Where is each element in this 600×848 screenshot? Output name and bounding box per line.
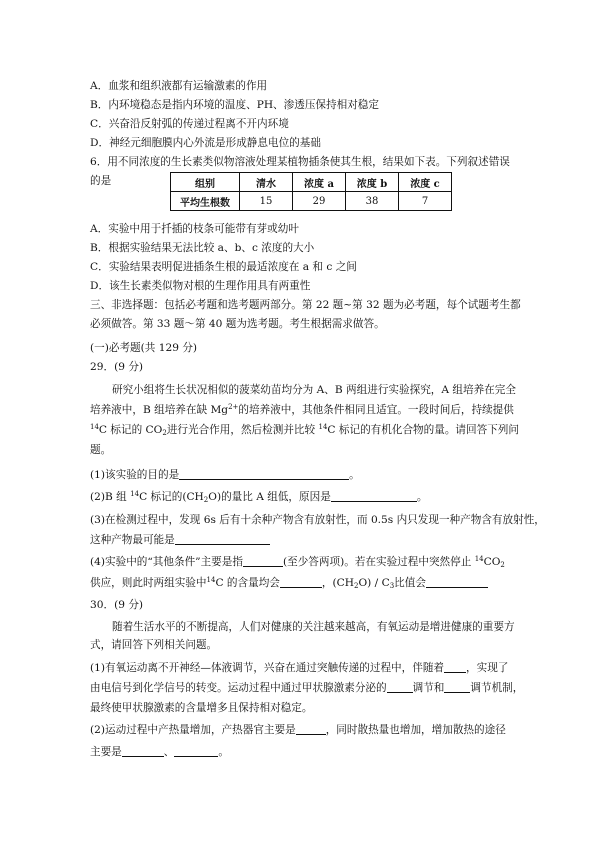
q29-subquestion-4-line-1: (4)实验中的“其他条件”主要是指 (至少答两项)。若在实验过程中突然停止 $^{14}CO_2$ (90, 555, 505, 569)
answer-blank[interactable] (296, 724, 326, 735)
answer-blank[interactable] (243, 556, 283, 567)
q5-option-d: D．神经元细胞膜内心外流是形成静息电位的基础 (90, 137, 321, 149)
q6-option-b: B．根据实验结果无法比较 a、b、c 浓度的大小 (90, 242, 315, 254)
answer-blank[interactable] (280, 577, 322, 588)
table-header-cell: 浓度 c (399, 173, 452, 192)
table-header-cell: 清水 (240, 173, 293, 192)
q6-option-d: D．该生长素类似物对根的生理作用具有两重性 (90, 280, 311, 292)
q5-option-b: B．内环境稳态是指内环境的温度、PH、渗透压保持相对稳定 (90, 99, 379, 111)
q6-stem-line-2: 的是 (90, 175, 112, 187)
q30-subquestion-1-line-3: 最终使甲状腺激素的含量增多且保持相对稳定。 (90, 702, 313, 714)
table-cell: 38 (346, 192, 399, 211)
table-row (171, 173, 452, 192)
answer-blank[interactable] (122, 746, 164, 757)
table-cell: 7 (399, 192, 452, 211)
answer-blank[interactable] (174, 746, 218, 757)
section3-subheading: (一)必考题(共 129 分) (90, 342, 198, 354)
q30-paragraph-line-2: 式，请回答下列相关问题。 (90, 639, 218, 651)
q29-paragraph-line-3: $^{14}$C 标记的 $CO_2$进行光合作用，然后检测并比较 $^{14}$C 标记的有机化合物的量。请回答下列问 (90, 423, 519, 437)
answer-blank[interactable] (444, 662, 466, 673)
table-header-cell: 组别 (171, 173, 240, 192)
q5-option-a: A．血浆和组织液都有运输激素的作用 (90, 80, 268, 92)
q6-option-c: C．实验结果表明促进插条生根的最适浓度在 a 和 c 之间 (90, 261, 357, 273)
table-cell: 15 (240, 192, 293, 211)
q29-paragraph-line-2: 培养液中，B 组培养在缺 $Mg^{2+}$的培养液中，其他条件相同且适宜。一段时间后，持续提供 (90, 403, 514, 416)
q29-subquestion-2: (2)B 组 $^{14}$C 标记的$(CH_2O)$的量比 A 组低，原因是 。 (90, 490, 428, 504)
q30-paragraph-line-1: 随着生活水平的不断提高，人们对健康的关注越来越高，有氧运动是增进健康的重要方 (112, 621, 515, 633)
q30-subquestion-1-line-1: (1)有氧运动离不开神经—体液调节，兴奋在通过突触传递的过程中，伴随着 ，实现了 (90, 662, 509, 674)
answer-blank[interactable] (179, 469, 349, 480)
section3-intro-line-2: 必须做答。第 33 题～第 40 题为选考题。考生根据需求做答。 (90, 318, 385, 330)
q29-paragraph-line-4: 题。 (90, 444, 112, 456)
table-header-cell: 浓度 b (346, 173, 399, 192)
answer-blank[interactable] (444, 682, 470, 693)
answer-blank[interactable] (175, 534, 270, 545)
table-row (171, 192, 452, 211)
q29-heading: 29．(9 分) (90, 361, 144, 373)
q29-subquestion-1: (1)该实验的目的是 。 (90, 469, 360, 481)
answer-blank[interactable] (331, 491, 417, 502)
q29-subquestion-3-line-2: 这种产物最可能是 (90, 533, 270, 547)
q30-heading: 30．(9 分) (90, 599, 144, 611)
answer-blank[interactable] (426, 577, 488, 588)
q6-option-a: A．实验中用于扦插的枝条可能带有芽或幼叶 (90, 223, 299, 235)
q6-stem-line-1: 6．用不同浓度的生长素类似物溶液处理某植物插条使其生根，结果如下表。下列叙述错误 (90, 156, 510, 168)
q30-subquestion-1-line-2: 由电信号到化学信号的转变。运动过程中通过甲状腺激素分泌的 调节和 调节机制， (90, 682, 524, 694)
answer-blank[interactable] (387, 682, 413, 693)
q29-paragraph-line-1: 研究小组将生长状况相似的菠菜幼苗均分为 A、B 两组进行实验探究，A 组培养在完全 (112, 384, 516, 396)
q29-subquestion-3-line-1: (3)在检测过程中，发现 6s 后有十余种产物含有放射性，而 0.5s 内只发现一种产物含有放射性， (90, 514, 545, 526)
table-cell: 29 (293, 192, 346, 211)
q30-subquestion-2-line-1: (2)运动过程中产热量增加，产热器官主要是 ，同时散热量也增加，增加散热的途径 (90, 724, 506, 736)
table-row-label: 平均生根数 (171, 192, 240, 211)
table-header-cell: 浓度 a (293, 173, 346, 192)
section3-intro-line-1: 三、非选择题：包括必考题和选考题两部分。第 22 题~第 32 题为必考题，每个试题考生都 (90, 299, 521, 311)
q29-subquestion-4-line-2: 供应，则此时两组实验中$^{14}$C 的含量均会 ，$(CH_2O) / C_3$比值会 (90, 576, 488, 590)
q5-option-c: C．兴奋沿反射弧的传递过程离不开内环境 (90, 118, 289, 130)
q6-data-table (170, 172, 452, 211)
q30-subquestion-2-line-2: 主要是 、 。 (90, 746, 229, 758)
